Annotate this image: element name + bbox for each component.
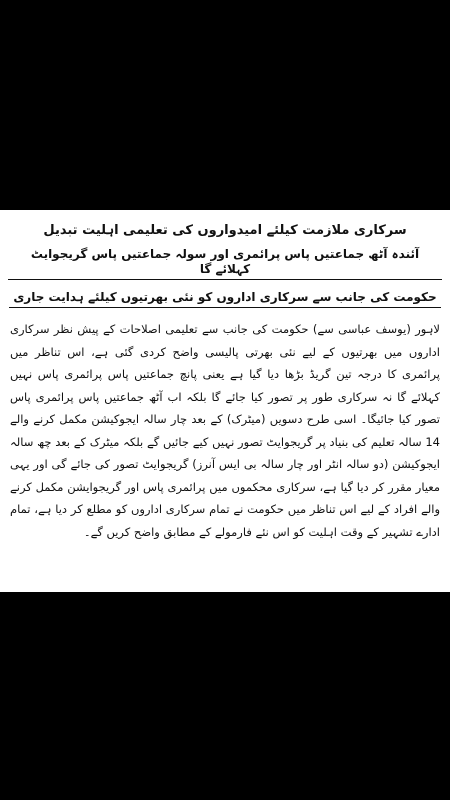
subheadline-2-text: حکومت کی جانب سے سرکاری اداروں کو نئی بھرتیوں کیلئے ہدایت جاری [9, 290, 440, 308]
subheadline-1 [8, 247, 442, 280]
headline-main [8, 223, 442, 241]
newspaper-clipping [0, 210, 450, 592]
subheadline-2 [8, 290, 442, 308]
subheadline-1-text: آئندہ آٹھ جماعتیں پاس پرائمری اور سولہ جماعتیں پاس گریجوایٹ کہلائے گا [8, 247, 442, 280]
headline-main-text: سرکاری ملازمت کیلئے امیدواروں کی تعلیمی اہلیت تبدیل [43, 223, 407, 238]
article-body: لاہور (یوسف عباسی سے) حکومت کی جانب سے تعلیمی اصلاحات کے پیش نظر سرکاری اداروں میں بھرتیوں کے لیے نئی بھرتی پالیسی واضح کردی گئی ہے، اس تناظر میں پرائمری کا درجہ تین گریڈ بڑھا دیا گیا ہے یعنی پانچ جماعتیں پاس پرائمری پاس نہیں کہلائے گا نہ سرکاری طور پر تصور کیا جائے گا بلکہ اب آٹھ جماعتیں پاس پرائمری پاس تصور کیا جائیگا۔ اسی طرح دسویں (میٹرک) کے بعد چار سالہ ایجوکیشن مکمل کرنے والے 14 سالہ تعلیم کی بنیاد پر گریجوایٹ تصور نہیں کیے جائیں گے بلکہ میٹرک کے بعد چھ سالہ ایجوکیشن (دو سالہ انٹر اور چار سالہ بی ایس آنرز) گریجوایٹ تصور کی جائے گی اور یہی معیار مقرر کر دیا گیا ہے، سرکاری محکموں میں پرائمری پاس اور گریجوایشن مکمل کرنے والے افراد کے لیے اس تناظر میں حکومت نے تمام سرکاری اداروں کو مطلع کر دیا ہے، تمام ادارے تشہیر کے وقت اہلیت کو اس نئے فارمولے کے مطابق واضح کریں گے۔ [10, 322, 440, 539]
